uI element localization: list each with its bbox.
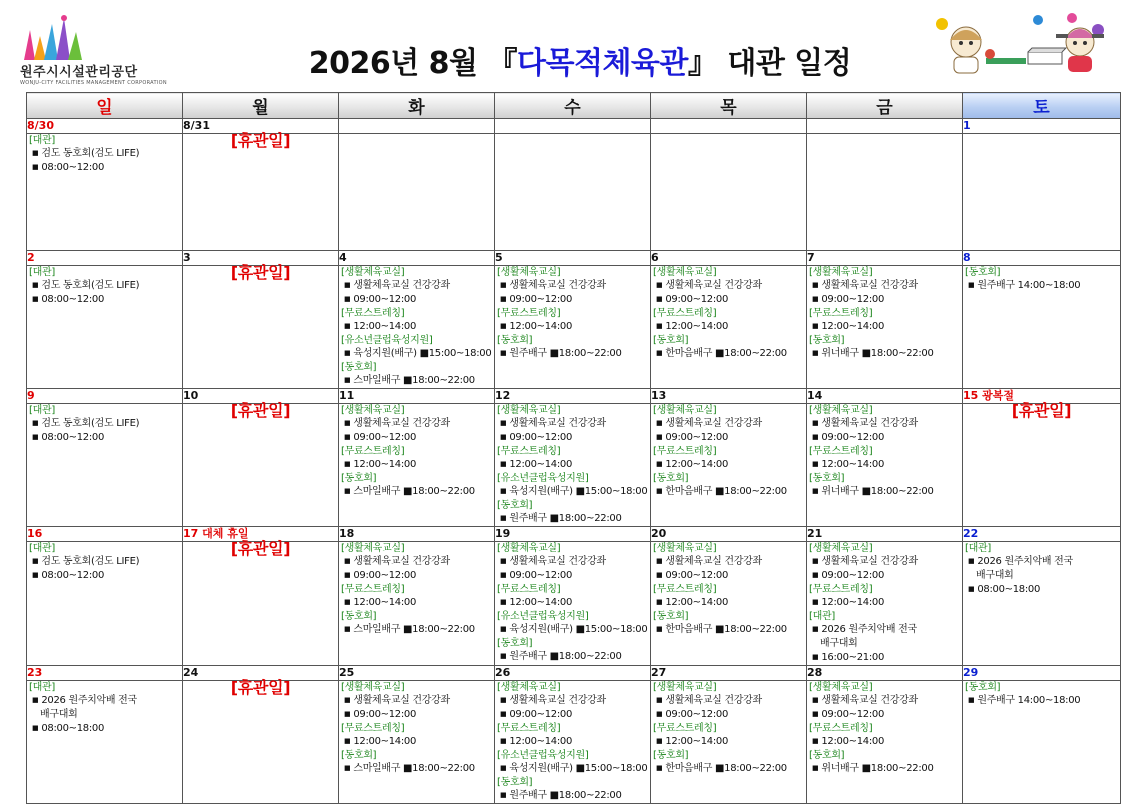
event-item: ■ 08:00~12:00 [29, 569, 182, 583]
closed-day-label: [휴관일] [230, 539, 291, 558]
event-list [27, 404, 182, 445]
event-category: [동호회] [809, 473, 845, 484]
event-list [339, 266, 494, 388]
event-list [651, 681, 806, 776]
event-category: [동호회] [653, 335, 689, 346]
date-label: 16 [27, 527, 183, 542]
event-list [495, 404, 650, 526]
event-category: [동호회] [341, 473, 377, 484]
title-bracket-open: 『 [487, 46, 517, 81]
date-label: 21 [807, 527, 963, 542]
event-item: ■ 2026 원주치악배 전국 [809, 623, 962, 637]
date-label [651, 119, 807, 134]
event-item: ■ 12:00~14:00 [653, 458, 806, 472]
event-category: [무료스트레칭] [341, 308, 405, 319]
event-category: [대관] [29, 267, 55, 278]
event-category: [동호회] [341, 750, 377, 761]
event-category: [무료스트레칭] [653, 723, 717, 734]
page-title [260, 38, 900, 82]
weekday-mon: 월 [183, 93, 339, 119]
event-item: ■ 09:00~12:00 [809, 708, 962, 722]
event-list [807, 266, 962, 361]
event-category: [동호회] [809, 335, 845, 346]
event-item: ■ 09:00~12:00 [653, 708, 806, 722]
day-cell [339, 542, 495, 666]
event-item: ■ 육성지원(배구) ■15:00~18:00 [341, 347, 494, 361]
day-cell [27, 134, 183, 251]
event-item: ■ 생활체육교실 건강강좌 [809, 555, 962, 569]
event-list [651, 404, 806, 499]
sports-mascot-icon [920, 8, 1120, 86]
event-list [27, 542, 182, 583]
date-label: 27 [651, 666, 807, 681]
event-item: ■ 08:00~18:00 [29, 722, 182, 736]
event-item: ■ 12:00~14:00 [341, 320, 494, 334]
day-cell [651, 542, 807, 666]
event-item: ■ 원주배구 ■18:00~22:00 [497, 650, 650, 664]
closed-day-label: [휴관일] [230, 131, 291, 150]
day-cell [651, 266, 807, 389]
weekday-thu: 목 [651, 93, 807, 119]
event-list [27, 134, 182, 175]
event-item: ■ 위너배구 ■18:00~22:00 [809, 762, 962, 776]
day-cell [807, 134, 963, 251]
event-item: ■ 생활체육교실 건강강좌 [341, 279, 494, 293]
event-item: ■ 09:00~12:00 [497, 708, 650, 722]
event-list [495, 266, 650, 361]
date-row [27, 527, 1121, 542]
event-category: [생활체육교실] [341, 267, 405, 278]
event-category: [동호회] [497, 638, 533, 649]
event-list [339, 404, 494, 499]
event-category: [무료스트레칭] [341, 446, 405, 457]
closed-day-label: [휴관일] [230, 678, 291, 697]
event-item: ■ 12:00~14:00 [497, 735, 650, 749]
day-cell [807, 266, 963, 389]
day-cell [27, 404, 183, 527]
date-label: 8/31 [183, 119, 339, 134]
event-category: [동호회] [965, 267, 1001, 278]
event-item: ■ 생활체육교실 건강강좌 [341, 417, 494, 431]
event-category: [유소년클럽육성지원] [497, 611, 589, 622]
event-category: [무료스트레칭] [809, 723, 873, 734]
event-category: [무료스트레칭] [653, 308, 717, 319]
event-list [807, 404, 962, 499]
logo-mark-icon [22, 14, 82, 60]
event-item: ■ 12:00~14:00 [497, 320, 650, 334]
event-category: [생활체육교실] [653, 405, 717, 416]
event-item: ■ 09:00~12:00 [497, 293, 650, 307]
event-category: [생활체육교실] [809, 543, 873, 554]
date-label: 12 [495, 389, 651, 404]
event-item: ■ 검도 동호회(검도 LIFE) [29, 555, 182, 569]
event-list [651, 542, 806, 637]
date-label: 15 광복절 [963, 389, 1121, 404]
event-item: ■ 16:00~21:00 [809, 651, 962, 665]
event-item: ■ 원주배구 ■18:00~22:00 [497, 347, 650, 361]
event-list [651, 266, 806, 361]
event-item: ■ 스마일배구 ■18:00~22:00 [341, 485, 494, 499]
event-category: [무료스트레칭] [809, 584, 873, 595]
event-item: ■ 08:00~12:00 [29, 161, 182, 175]
event-item: ■ 12:00~14:00 [653, 320, 806, 334]
event-category: [동호회] [341, 362, 377, 373]
date-label: 7 [807, 251, 963, 266]
event-category: [유소년클럽육성지원] [497, 750, 589, 761]
event-list [495, 542, 650, 664]
date-label [339, 119, 495, 134]
event-category: [무료스트레칭] [809, 446, 873, 457]
event-category: [대관] [29, 543, 55, 554]
event-item: ■ 12:00~14:00 [809, 735, 962, 749]
event-item: ■ 원주배구 ■18:00~22:00 [497, 512, 650, 526]
org-name: 원주시시설관리공단 [20, 65, 138, 80]
day-cell [651, 134, 807, 251]
event-category: [생활체육교실] [653, 682, 717, 693]
event-item: ■ 위너배구 ■18:00~22:00 [809, 347, 962, 361]
event-category: [생활체육교실] [341, 682, 405, 693]
weekday-wed: 수 [495, 93, 651, 119]
date-label [495, 119, 651, 134]
day-cell [27, 681, 183, 804]
event-item: ■ 09:00~12:00 [341, 708, 494, 722]
day-cell [27, 266, 183, 389]
date-label: 29 [963, 666, 1121, 681]
event-item: ■ 생활체육교실 건강강좌 [809, 279, 962, 293]
event-category: [동호회] [653, 611, 689, 622]
date-label: 24 [183, 666, 339, 681]
event-category: [대관] [29, 405, 55, 416]
event-item: ■ 생활체육교실 건강강좌 [497, 555, 650, 569]
event-item: ■ 생활체육교실 건강강좌 [653, 417, 806, 431]
event-category: [생활체육교실] [341, 405, 405, 416]
date-label: 1 [963, 119, 1121, 134]
day-cell [963, 134, 1121, 251]
day-cell [963, 681, 1121, 804]
event-category: [유소년클럽육성지원] [497, 473, 589, 484]
org-subtitle: WONJU-CITY FACILITIES MANAGEMENT CORPORATION [20, 80, 167, 86]
event-item: ■ 08:00~12:00 [29, 431, 182, 445]
event-item: ■ 육성지원(배구) ■15:00~18:00 [497, 623, 650, 637]
event-item: ■ 09:00~12:00 [809, 569, 962, 583]
date-row [27, 251, 1121, 266]
event-item-continuation: 배구대회 [820, 638, 858, 649]
event-item: ■ 08:00~12:00 [29, 293, 182, 307]
event-list [339, 542, 494, 637]
event-item: ■ 생활체육교실 건강강좌 [341, 694, 494, 708]
events-row [27, 266, 1121, 389]
event-list [963, 681, 1120, 708]
event-item: ■ 12:00~14:00 [653, 596, 806, 610]
date-label: 17 대체 휴일 [183, 527, 339, 542]
day-cell [495, 266, 651, 389]
day-cell [495, 404, 651, 527]
title-suffix: 대관 일정 [727, 46, 852, 81]
event-item: ■ 09:00~12:00 [809, 431, 962, 445]
day-cell [339, 681, 495, 804]
event-item: ■ 위너배구 ■18:00~22:00 [809, 485, 962, 499]
event-item: ■ 스마일배구 ■18:00~22:00 [341, 623, 494, 637]
event-item: ■ 생활체육교실 건강강좌 [497, 694, 650, 708]
day-cell [183, 539, 339, 666]
date-label: 25 [339, 666, 495, 681]
day-cell [495, 134, 651, 251]
event-category: [생활체육교실] [809, 682, 873, 693]
event-item: ■ 12:00~14:00 [809, 320, 962, 334]
event-category: [유소년클럽육성지원] [341, 335, 433, 346]
event-category: [생활체육교실] [809, 267, 873, 278]
date-label: 3 [183, 251, 339, 266]
event-item: ■ 원주배구 14:00~18:00 [965, 694, 1120, 708]
day-cell [339, 134, 495, 251]
date-label: 8 [963, 251, 1121, 266]
event-item-continuation: 배구대회 [40, 709, 78, 720]
event-list [27, 681, 182, 736]
date-row [27, 119, 1121, 134]
date-label: 18 [339, 527, 495, 542]
title-venue: 다목적체육관 [517, 46, 688, 81]
event-category: [대관] [29, 135, 55, 146]
day-cell [183, 401, 339, 527]
date-label: 10 [183, 389, 339, 404]
date-label: 22 [963, 527, 1121, 542]
event-category: [동호회] [653, 473, 689, 484]
event-category: [무료스트레칭] [497, 446, 561, 457]
event-category: [무료스트레칭] [653, 446, 717, 457]
event-category: [무료스트레칭] [341, 723, 405, 734]
event-item: ■ 12:00~14:00 [497, 596, 650, 610]
closed-day-label: [휴관일] [230, 401, 291, 420]
event-item: ■ 12:00~14:00 [809, 458, 962, 472]
date-label: 28 [807, 666, 963, 681]
events-row [27, 681, 1121, 804]
events-row [27, 404, 1121, 527]
weekday-fri: 금 [807, 93, 963, 119]
event-list [27, 266, 182, 307]
day-cell [651, 404, 807, 527]
event-item: ■ 육성지원(배구) ■15:00~18:00 [497, 762, 650, 776]
date-label: 5 [495, 251, 651, 266]
event-category: [생활체육교실] [497, 682, 561, 693]
date-label: 23 [27, 666, 183, 681]
event-item: ■ 한마음배구 ■18:00~22:00 [653, 485, 806, 499]
event-item: ■ 12:00~14:00 [809, 596, 962, 610]
event-category: [동호회] [809, 750, 845, 761]
event-item: ■ 12:00~14:00 [341, 596, 494, 610]
event-item: ■ 12:00~14:00 [653, 735, 806, 749]
events-row [27, 134, 1121, 251]
event-category: [무료스트레칭] [341, 584, 405, 595]
event-category: [생활체육교실] [653, 543, 717, 554]
event-item: ■ 원주배구 ■18:00~22:00 [497, 789, 650, 803]
event-item: ■ 09:00~12:00 [653, 293, 806, 307]
date-label: 11 [339, 389, 495, 404]
event-item: ■ 09:00~12:00 [497, 569, 650, 583]
event-category: [동호회] [965, 682, 1001, 693]
title-bracket-close: 』 [687, 46, 718, 81]
day-cell [183, 678, 339, 804]
day-cell [183, 263, 339, 389]
date-label: 4 [339, 251, 495, 266]
day-cell [651, 681, 807, 804]
title-date: 2026년 8월 [308, 46, 478, 81]
event-item: ■ 한마음배구 ■18:00~22:00 [653, 762, 806, 776]
event-category: [무료스트레칭] [497, 308, 561, 319]
event-item: ■ 09:00~12:00 [341, 569, 494, 583]
event-list [495, 681, 650, 803]
event-item: ■ 스마일배구 ■18:00~22:00 [341, 762, 494, 776]
event-list [807, 542, 962, 665]
page-header [0, 0, 1141, 92]
event-category: [생활체육교실] [497, 267, 561, 278]
event-item: ■ 생활체육교실 건강강좌 [497, 279, 650, 293]
day-cell [963, 542, 1121, 666]
event-item: ■ 09:00~12:00 [341, 431, 494, 445]
event-category: [동호회] [497, 335, 533, 346]
day-cell [339, 404, 495, 527]
date-label: 20 [651, 527, 807, 542]
event-item: ■ 생활체육교실 건강강좌 [653, 279, 806, 293]
day-cell [807, 542, 963, 666]
event-item: ■ 원주배구 14:00~18:00 [965, 279, 1120, 293]
event-list [963, 542, 1120, 597]
event-item: ■ 2026 원주치악배 전국 [29, 694, 182, 708]
org-logo [20, 14, 170, 86]
event-item: ■ 검도 동호회(검도 LIFE) [29, 147, 182, 161]
event-item: ■ 생활체육교실 건강강좌 [809, 417, 962, 431]
event-category: [생활체육교실] [497, 543, 561, 554]
date-label: 2 [27, 251, 183, 266]
event-category: [대관] [29, 682, 55, 693]
day-cell [27, 542, 183, 666]
event-item: ■ 스마일배구 ■18:00~22:00 [341, 374, 494, 388]
event-item-continuation: 배구대회 [976, 570, 1014, 581]
date-row [27, 666, 1121, 681]
event-category: [동호회] [497, 500, 533, 511]
event-item: ■ 생활체육교실 건강강좌 [653, 555, 806, 569]
weekday-tue: 화 [339, 93, 495, 119]
event-category: [대관] [809, 611, 835, 622]
event-category: [생활체육교실] [653, 267, 717, 278]
event-item: ■ 12:00~14:00 [341, 458, 494, 472]
event-category: [무료스트레칭] [809, 308, 873, 319]
day-cell [339, 266, 495, 389]
event-item: ■ 12:00~14:00 [341, 735, 494, 749]
closed-day-label: [휴관일] [230, 263, 291, 282]
events-row [27, 542, 1121, 666]
calendar-table [26, 92, 1121, 804]
event-item: ■ 12:00~14:00 [497, 458, 650, 472]
event-item: ■ 08:00~18:00 [965, 583, 1120, 597]
event-category: [생활체육교실] [341, 543, 405, 554]
date-label: 26 [495, 666, 651, 681]
day-cell [495, 681, 651, 804]
date-label: 14 [807, 389, 963, 404]
weekday-sat: 토 [963, 93, 1121, 119]
day-cell [495, 542, 651, 666]
event-item: ■ 육성지원(배구) ■15:00~18:00 [497, 485, 650, 499]
day-cell [807, 404, 963, 527]
weekday-header-row [27, 93, 1121, 119]
event-category: [동호회] [653, 750, 689, 761]
event-list [807, 681, 962, 776]
event-category: [생활체육교실] [809, 405, 873, 416]
event-item: ■ 생활체육교실 건강강좌 [341, 555, 494, 569]
event-item: ■ 09:00~12:00 [653, 431, 806, 445]
event-item: ■ 09:00~12:00 [653, 569, 806, 583]
event-item: ■ 09:00~12:00 [809, 293, 962, 307]
event-item: ■ 2026 원주치악배 전국 [965, 555, 1120, 569]
day-cell [807, 681, 963, 804]
date-label [807, 119, 963, 134]
event-category: [동호회] [341, 611, 377, 622]
closed-day-label: [휴관일] [1011, 401, 1072, 420]
event-category: [무료스트레칭] [653, 584, 717, 595]
event-item: ■ 한마음배구 ■18:00~22:00 [653, 347, 806, 361]
event-item: ■ 검도 동호회(검도 LIFE) [29, 417, 182, 431]
event-item: ■ 09:00~12:00 [497, 431, 650, 445]
date-label: 13 [651, 389, 807, 404]
event-item: ■ 09:00~12:00 [341, 293, 494, 307]
event-category: [대관] [965, 543, 991, 554]
event-category: [무료스트레칭] [497, 584, 561, 595]
event-item: ■ 생활체육교실 건강강좌 [809, 694, 962, 708]
event-item: ■ 생활체육교실 건강강좌 [497, 417, 650, 431]
date-row [27, 389, 1121, 404]
event-list [339, 681, 494, 776]
event-item: ■ 생활체육교실 건강강좌 [653, 694, 806, 708]
day-cell [963, 266, 1121, 389]
date-label: 8/30 [27, 119, 183, 134]
event-item: ■ 한마음배구 ■18:00~22:00 [653, 623, 806, 637]
date-label: 9 [27, 389, 183, 404]
date-label: 19 [495, 527, 651, 542]
event-item: ■ 검도 동호회(검도 LIFE) [29, 279, 182, 293]
day-cell [963, 401, 1121, 527]
event-list [963, 266, 1120, 293]
event-category: [무료스트레칭] [497, 723, 561, 734]
date-label: 6 [651, 251, 807, 266]
event-category: [동호회] [497, 777, 533, 788]
event-category: [생활체육교실] [497, 405, 561, 416]
day-cell [183, 131, 339, 251]
weekday-sun: 일 [27, 93, 183, 119]
